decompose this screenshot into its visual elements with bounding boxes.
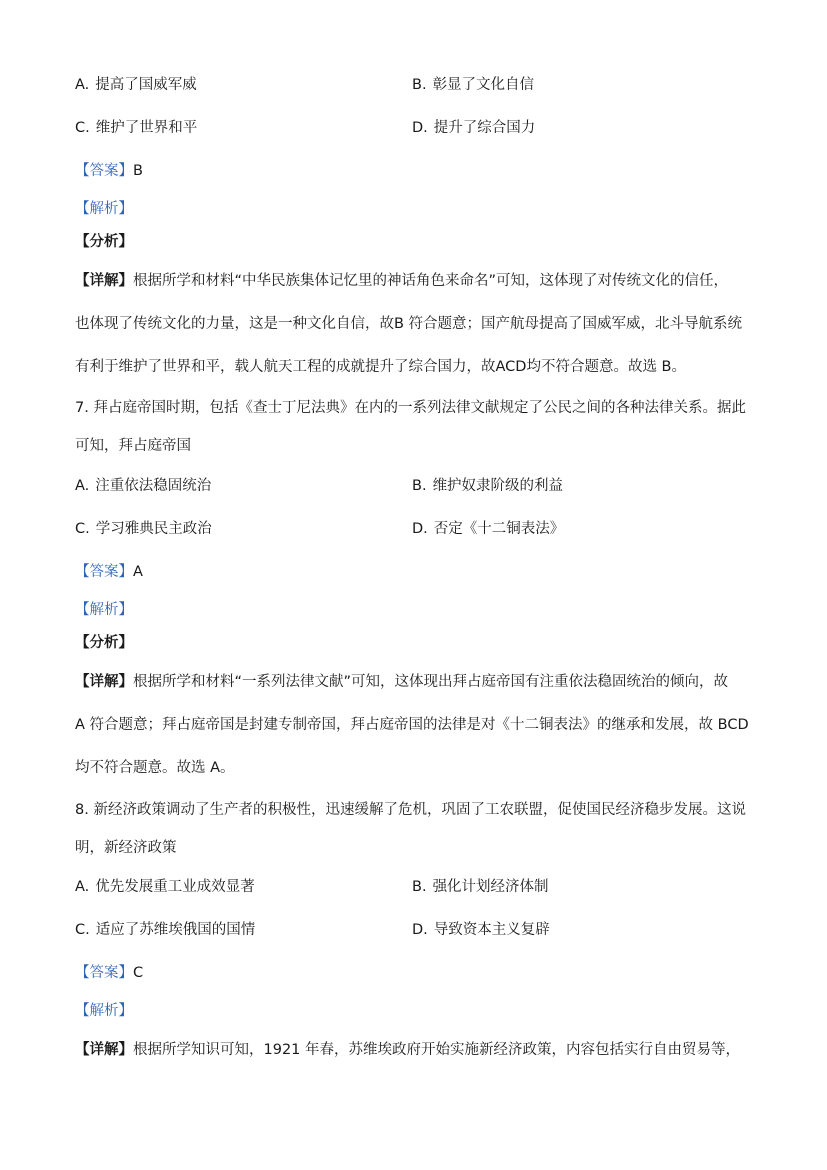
option-text: 导致资本主义复辟	[433, 922, 550, 938]
option-text: 注重依法稳固统治	[95, 478, 212, 494]
option-text: 适应了苏维埃俄国的国情	[95, 922, 256, 938]
q8-option-b	[412, 877, 549, 897]
q8-stem-line-1: 8. 新经济政策调动了生产者的积极性，迅速缓解了危机，巩固了工农联盟，促使国民经济稳步发展。这说	[75, 802, 746, 818]
answer-value: A	[133, 564, 143, 580]
option-letter: C.	[75, 521, 90, 537]
q8-option-a	[75, 877, 255, 897]
option-text: 否定《十二铜表法》	[433, 521, 565, 537]
option-letter: C.	[75, 922, 90, 938]
q7-option-d	[412, 519, 564, 539]
option-letter: C.	[75, 120, 90, 136]
q8-answer	[75, 963, 143, 983]
q7-stem-line-1: 7. 拜占庭帝国时期，包括《查士丁尼法典》在内的一系列法律文献规定了公民之间的各种法律关系。据此	[75, 400, 746, 416]
answer-tag: 【答案】	[75, 163, 133, 179]
answer-value: C	[133, 965, 144, 981]
option-letter: B.	[412, 77, 427, 93]
q6-detail-line-2: 也体现了传统文化的力量，这是一种文化自信，故B 符合题意；国产航母提高了国威军威，北斗导航系统	[75, 316, 743, 332]
answer-value: B	[133, 163, 143, 179]
option-text: 彰显了文化自信	[432, 77, 535, 93]
option-text: 强化计划经济体制	[432, 879, 549, 895]
q6-answer	[75, 161, 143, 181]
option-text: 提高了国威军威	[95, 77, 197, 93]
detail-text: 根据所学知识可知，1921 年春，苏维埃政府开始实施新经济政策，内容包括实行自由贸易等，	[133, 1042, 741, 1058]
q8-analysis-tag: 【解析】	[75, 1003, 133, 1019]
detail-tag: 【详解】	[75, 1042, 133, 1058]
q8-option-c	[75, 920, 255, 940]
answer-tag: 【答案】	[75, 564, 133, 580]
q7-stem-line-2: 可知，拜占庭帝国	[75, 438, 191, 454]
option-text: 学习雅典民主政治	[95, 521, 212, 537]
q7-analysis-tag: 【解析】	[75, 602, 133, 618]
q6-detail-line-3: 有利于维护了世界和平，载人航天工程的成就提升了综合国力，故ACD均不符合题意。故选 B。	[75, 359, 687, 375]
q7-answer	[75, 562, 143, 582]
detail-text: 根据所学和材料“一系列法律文献”可知，这体现出拜占庭帝国有注重依法稳固统治的倾向，故	[133, 674, 729, 690]
q8-detail-line-1	[75, 1040, 740, 1060]
option-text: 优先发展重工业成效显著	[95, 879, 255, 895]
option-letter: A.	[75, 478, 90, 494]
q7-option-b	[412, 476, 563, 496]
q6-option-d	[412, 118, 535, 138]
detail-tag: 【详解】	[75, 674, 133, 690]
option-text: 提升了综合国力	[433, 120, 536, 136]
q8-stem-line-2: 明，新经济政策	[75, 840, 177, 856]
option-letter: D.	[412, 521, 428, 537]
q6-option-b	[412, 75, 534, 95]
option-letter: A.	[75, 879, 90, 895]
option-letter: B.	[412, 879, 427, 895]
detail-tag: 【详解】	[75, 273, 133, 289]
q8-option-d	[412, 920, 550, 940]
q6-fenxi-tag: 【分析】	[75, 234, 133, 250]
option-text: 维护奴隶阶级的利益	[432, 478, 564, 494]
answer-tag: 【答案】	[75, 965, 133, 981]
option-letter: B.	[412, 478, 427, 494]
option-letter: D.	[412, 922, 428, 938]
q6-option-c	[75, 118, 197, 138]
option-letter: A.	[75, 77, 90, 93]
q7-detail-line-2: A 符合题意；拜占庭帝国是封建专制帝国，拜占庭帝国的法律是对《十二铜表法》的继承和发展，故 BCD	[75, 717, 749, 733]
option-letter: D.	[412, 120, 428, 136]
q6-detail-line-1	[75, 271, 728, 291]
q7-option-c	[75, 519, 212, 539]
q7-fenxi-tag: 【分析】	[75, 635, 133, 651]
q7-detail-line-3: 均不符合题意。故选 A。	[75, 760, 235, 776]
q7-detail-line-1	[75, 672, 728, 692]
detail-text: 根据所学和材料“中华民族集体记忆里的神话角色来命名”可知，这体现了对传统文化的信任，	[133, 273, 729, 289]
option-text: 维护了世界和平	[95, 120, 198, 136]
q7-option-a	[75, 476, 211, 496]
q6-analysis-tag: 【解析】	[75, 201, 133, 217]
q6-option-a	[75, 75, 197, 95]
